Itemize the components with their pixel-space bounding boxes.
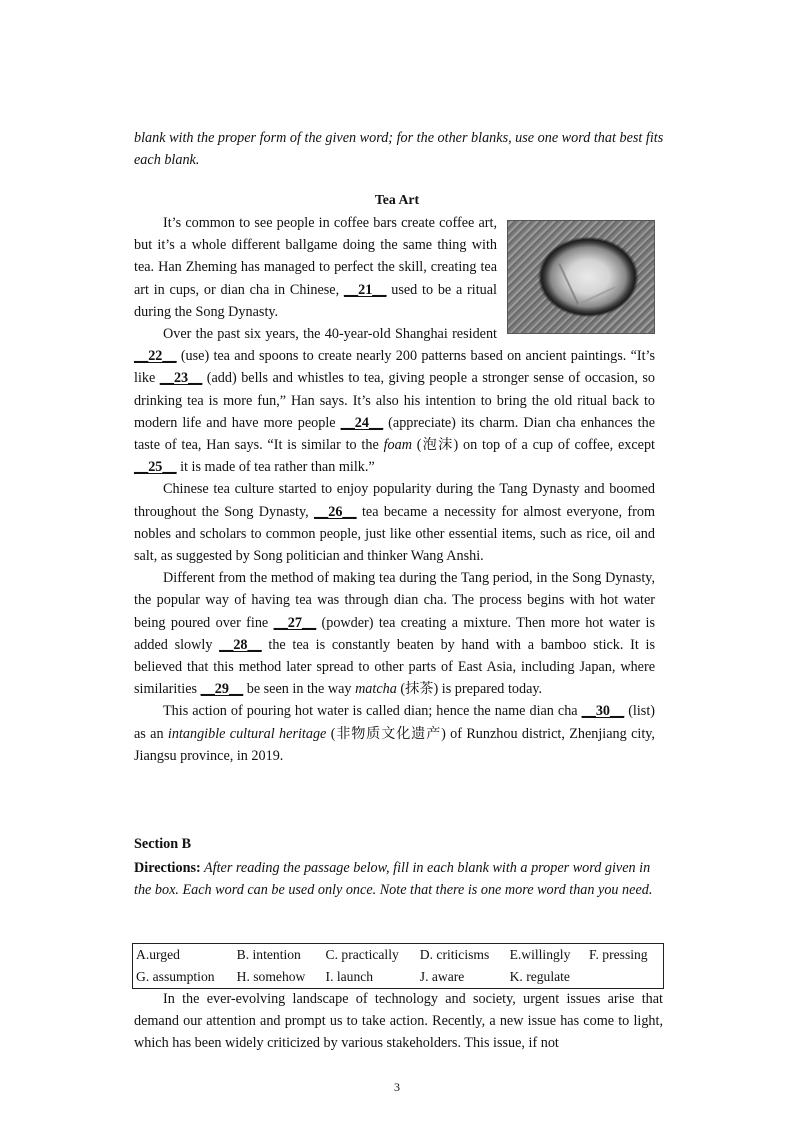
section-b-directions xyxy=(134,857,668,901)
word-option: C. practically xyxy=(325,947,399,962)
word-option: K. regulate xyxy=(509,969,570,984)
tea-foam-pattern xyxy=(558,246,616,305)
section-b xyxy=(134,833,668,901)
passage-title: Tea Art xyxy=(374,192,420,207)
blank-26: __26__ xyxy=(314,503,357,520)
word-option: B. intention xyxy=(236,947,301,962)
section-b-passage: In the ever-evolving landscape of technology and society, urgent issues arise that demand our attention and prompt us to take action. Recently, a new issue has come to light, which has been widely criticized by various stakeholders. This issue, if not xyxy=(134,991,663,1052)
blank-22: __22__ xyxy=(134,348,177,365)
tea-art-passage xyxy=(134,212,655,767)
phrase-intangible-heritage: intangible cultural heritage xyxy=(167,725,327,742)
directions-text: After reading the passage below, fill in each blank with a proper word given in the box. Each word can be used only once. Note that there is one more word than you need. xyxy=(134,860,653,898)
word-option-empty xyxy=(586,966,663,989)
blank-25: __25__ xyxy=(134,459,177,476)
blank-27: __27__ xyxy=(273,614,317,631)
word-option: G. assumption xyxy=(136,969,215,984)
word-option: A.urged xyxy=(136,947,180,962)
instructions-continuation: blank with the proper form of the given word; for the other blanks, use one word that best fits each blank. xyxy=(134,130,664,168)
blank-24: __24__ xyxy=(340,414,384,431)
word-box xyxy=(132,943,664,989)
blank-21: __21__ xyxy=(343,281,387,298)
section-b-title: Section B xyxy=(134,836,192,852)
paragraph-5: This action of pouring hot water is called dian; hence the name dian cha __30__ (list) as an intangible cultural heritage (非物质文化遗产) of Runzhou district, Zhenjiang city, Jiangsu province, in 2019. xyxy=(134,703,655,764)
word-box-row xyxy=(133,944,664,967)
paragraph-3: Chinese tea culture started to enjoy popularity during the Tang Dynasty and boomed throughout the Song Dynasty, __26__ tea became a necessity for almost everyone, from nobles and scholars to common people, just like other essential items, such as rice, oil and salt, as suggested by Song politician and thinker Wang Anshi. xyxy=(134,481,655,565)
blank-23: __23__ xyxy=(159,370,203,387)
page-number: 3 xyxy=(394,1080,400,1094)
word-option: H. somehow xyxy=(236,969,306,984)
word-foam: foam xyxy=(383,437,412,454)
directions-label: Directions: xyxy=(134,860,201,876)
word-matcha: matcha xyxy=(355,681,397,698)
paragraph-4: Different from the method of making tea during the Tang period, in the Song Dynasty, the popular way of having tea was through dian cha. The process begins with hot water being poured over fine __27__ (powder) tea creating a mixture. Then more hot water is added slowly __28__ the tea is constantly beaten by hand with a bamboo stick. It is believed that this method later spread to other parts of East Asia, including Japan, where similarities __29__ be seen in the way matcha (抹茶) is prepared today. xyxy=(134,570,655,698)
blank-29: __29__ xyxy=(200,681,244,698)
blank-30: __30__ xyxy=(581,703,625,720)
word-box-row xyxy=(133,966,664,989)
word-option: E.willingly xyxy=(509,947,571,962)
word-option: J. aware xyxy=(419,969,465,984)
word-option: F. pressing xyxy=(589,947,648,962)
blank-28: __28__ xyxy=(219,636,262,653)
word-option: I. launch xyxy=(325,969,374,984)
word-option: D. criticisms xyxy=(419,947,490,962)
tea-art-photo xyxy=(507,220,655,334)
paragraph-1: It’s common to see people in coffee bars create coffee art, but it’s a whole different ballgame doing the same thing with tea. Han Zheming has managed to perfect the skill, creating tea art in cups, or dian cha in Chinese, __21__ used to be a ritual during the Song Dynasty. xyxy=(134,212,655,323)
paragraph-2: Over the past six years, the 40-year-old Shanghai resident __22__ (use) tea and spoons to create nearly 200 patterns based on ancient paintings. “It’s like __23__ (add) bells and whistles to tea, giving people a stronger sense of occasion, so drinking tea is more fun,” Han says. It’s also his intention to bring the old ritual back to modern life and have more people __24__ (appreciate) its charm. Dian cha enhances the taste of tea, Han says. “It is similar to the foam (泡沫) on top of a cup of coffee, except __25__ it is made of tea rather than milk.” xyxy=(134,326,656,476)
